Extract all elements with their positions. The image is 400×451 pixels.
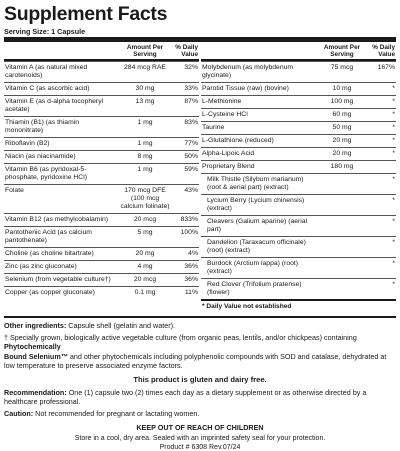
ingredient-dv: * <box>368 237 396 258</box>
table-row <box>4 248 199 261</box>
ingredient-name: Lycium Berry (Lycium chinensis) (extract) <box>201 195 316 216</box>
ingredient-dv: * <box>368 258 396 279</box>
ingredient-amount: 0.1 mg <box>119 287 171 300</box>
table-row <box>4 185 199 214</box>
ingredient-dv: 77% <box>171 138 199 151</box>
product-number: Product # 6308 Rev.07/24 <box>159 443 241 451</box>
ingredient-name: Molybdenum (as molybdenum glycinate) <box>201 62 316 83</box>
ingredient-dv: * <box>368 279 396 301</box>
ingredient-dv: 33% <box>171 83 199 96</box>
table-row <box>4 274 199 287</box>
table-row <box>201 135 396 148</box>
table-row <box>201 109 396 122</box>
dv-footnote: * Daily Value not established <box>201 300 396 313</box>
ingredient-name: L-Cysteine HCl <box>201 109 316 122</box>
ingredient-amount: 1 mg <box>119 138 171 151</box>
ingredient-dv: 833% <box>171 214 199 227</box>
ingredient-amount: 4 mg <box>119 261 171 274</box>
ingredient-amount <box>316 195 368 216</box>
table-row <box>4 214 199 227</box>
serving-size: Serving Size: 1 Capsule <box>4 27 86 36</box>
ingredient-name: L-Methionine <box>201 96 316 109</box>
ingredient-dv: 32% <box>171 62 199 83</box>
ingredient-dv: * <box>368 96 396 109</box>
recommendation: Recommendation: One (1) capsule two (2) times each day as a dietary supplement or as otherwise directed by a healthcare professional. <box>4 387 367 406</box>
ingredient-amount: 10 mg <box>316 83 368 96</box>
gluten-free-statement: This product is gluten and dairy free. <box>133 374 267 384</box>
ingredient-amount: 284 mcg RAE <box>119 62 171 83</box>
ingredient-amount: 13 mg <box>119 96 171 117</box>
ingredient-name: Cleavers (Galium aparine) (aerial part) <box>201 216 316 237</box>
ingredient-amount <box>316 279 368 301</box>
ingredient-name: Zinc (as zinc gluconate) <box>4 261 119 274</box>
table-row <box>4 117 199 138</box>
ingredient-amount <box>316 258 368 279</box>
table-row <box>201 96 396 109</box>
ingredient-amount: 170 mcg DFE (100 mcg calcium folinate) <box>119 185 171 214</box>
right-column <box>201 43 396 313</box>
ingredient-name: L-Glutathione (reduced) <box>201 135 316 148</box>
table-row <box>201 62 396 83</box>
ingredient-name: Vitamin B6 (as pyridoxal-5-phosphate, pyridoxine HCl) <box>4 164 119 185</box>
ingredient-amount: 1 mg <box>119 164 171 185</box>
ingredient-dv: 4% <box>171 248 199 261</box>
amount-header: Amount Per Serving <box>323 44 361 58</box>
keep-out-warning: KEEP OUT OF REACH OF CHILDREN <box>136 422 264 432</box>
ingredient-name: Vitamin A (as natural mixed carotenoids) <box>4 62 119 83</box>
ingredient-name: Pantothenic Acid (as calcium pantothenate) <box>4 227 119 248</box>
ingredient-amount: 20 mcg <box>119 214 171 227</box>
table-row <box>201 216 396 237</box>
ingredient-name: Folate <box>4 185 119 214</box>
ingredient-dv: 100% <box>171 227 199 248</box>
ingredient-dv: 36% <box>171 274 199 287</box>
ingredient-dv: 83% <box>171 117 199 138</box>
ingredient-name: Alpha-Lipoic Acid <box>201 148 316 161</box>
ingredient-amount: 20 mcg <box>119 274 171 287</box>
ingredient-dv: 36% <box>171 261 199 274</box>
other-ingredients: Other ingredients: Capsule shell (gelatin and water). <box>4 320 175 330</box>
ingredient-amount: 1 mg <box>119 117 171 138</box>
ingredient-name: Riboflavin (B2) <box>4 138 119 151</box>
ingredient-dv: * <box>368 216 396 237</box>
ingredient-name: Vitamin E (as d-alpha tocopheryl acetate) <box>4 96 119 117</box>
ingredient-amount: 20 mg <box>119 248 171 261</box>
ingredient-name: Copper (as copper gluconate) <box>4 287 119 300</box>
ingredient-amount: 60 mg <box>316 109 368 122</box>
page-title: Supplement Facts <box>4 3 168 25</box>
right-facts-table <box>201 43 396 313</box>
storage-instructions: Store in a cool, dry area. Sealed with an imprinted safety seal for your protection. <box>74 434 326 442</box>
ingredient-name: Burdock (Arctium lappa) (root) (extract) <box>201 258 316 279</box>
ingredient-name: Proprietary Blend <box>201 161 316 174</box>
ingredient-name: Selenium (from vegetable culture†) <box>4 274 119 287</box>
caution: Caution: Not recommended for pregnant or lactating women. <box>4 409 200 419</box>
ingredient-dv: * <box>368 195 396 216</box>
ingredient-name: Vitamin B12 (as methylcobalamin) <box>4 214 119 227</box>
bottom-rule <box>4 316 396 318</box>
ingredient-amount <box>316 237 368 258</box>
table-row <box>201 195 396 216</box>
table-row <box>201 174 396 195</box>
table-row <box>201 122 396 135</box>
table-row <box>201 258 396 279</box>
ingredient-amount: 8 mg <box>119 151 171 164</box>
table-row <box>4 62 199 83</box>
ingredient-amount: 5 mg <box>119 227 171 248</box>
ingredient-dv: 167% <box>368 62 396 83</box>
title-rule <box>4 37 396 42</box>
right-rows <box>201 62 396 301</box>
left-column <box>4 43 199 313</box>
table-row <box>4 287 199 300</box>
ingredient-amount: 20 mg <box>316 135 368 148</box>
ingredient-dv: * <box>368 148 396 161</box>
ingredient-dv: 87% <box>171 96 199 117</box>
table-row <box>201 161 396 174</box>
ingredient-amount: 20 mg <box>316 148 368 161</box>
left-facts-table <box>4 43 199 299</box>
table-row <box>4 138 199 151</box>
ingredient-amount: 100 mg <box>316 96 368 109</box>
left-rows <box>4 62 199 300</box>
ingredient-amount: 30 mg <box>119 83 171 96</box>
ingredient-name: Milk Thistle (Silybum marianum) (root & aerial part) (extract) <box>201 174 316 195</box>
ingredient-name: Vitamin C (as ascorbic acid) <box>4 83 119 96</box>
ingredient-dv: * <box>368 174 396 195</box>
ingredient-dv <box>368 161 396 174</box>
ingredient-amount: 180 mg <box>316 161 368 174</box>
table-row <box>4 151 199 164</box>
dv-header: % Daily Value <box>175 44 198 58</box>
ingredient-dv: 11% <box>171 287 199 300</box>
ingredient-name: Taurine <box>201 122 316 135</box>
ingredient-name: Parotid Tissue (raw) (bovine) <box>201 83 316 96</box>
table-row <box>201 148 396 161</box>
ingredient-dv: * <box>368 83 396 96</box>
ingredient-dv: * <box>368 109 396 122</box>
table-row <box>201 237 396 258</box>
table-row <box>4 261 199 274</box>
ingredient-dv: * <box>368 135 396 148</box>
ingredient-amount <box>316 216 368 237</box>
table-row <box>201 279 396 301</box>
ingredient-dv: 50% <box>171 151 199 164</box>
ingredient-dv: * <box>368 122 396 135</box>
ingredient-name: Niacin (as niacinamide) <box>4 151 119 164</box>
table-row <box>4 164 199 185</box>
ingredient-name: Choline (as choline bitartrate) <box>4 248 119 261</box>
dagger-note: † Specially grown, biologically active vegetable culture (from organic peas, lentils, and/or chickpeas) containing Phytochemically Bound Selenium™ and other phytochemicals including polyphenolic compounds with SOD and catalase, dehydrated at low temperature to preserve associated enzyme factors. <box>4 332 387 371</box>
ingredient-amount <box>316 174 368 195</box>
ingredient-dv: 59% <box>171 164 199 185</box>
amount-header: Amount Per Serving <box>126 44 164 58</box>
table-row <box>4 83 199 96</box>
ingredient-dv: 43% <box>171 185 199 214</box>
ingredient-amount: 50 mg <box>316 122 368 135</box>
ingredient-amount: 75 mcg <box>316 62 368 83</box>
dv-header: % Daily Value <box>372 44 395 58</box>
table-row <box>201 83 396 96</box>
supplement-label <box>4 4 396 451</box>
facts-columns <box>4 43 396 313</box>
table-row <box>4 96 199 117</box>
ingredient-name: Red Clover (Trifolium pratense) (flower) <box>201 279 316 301</box>
table-row <box>4 227 199 248</box>
ingredient-name: Thiamin (B1) (as thiamin mononitrate) <box>4 117 119 138</box>
ingredient-name: Dandelion (Taraxacum officinale) (root) (extract) <box>201 237 316 258</box>
